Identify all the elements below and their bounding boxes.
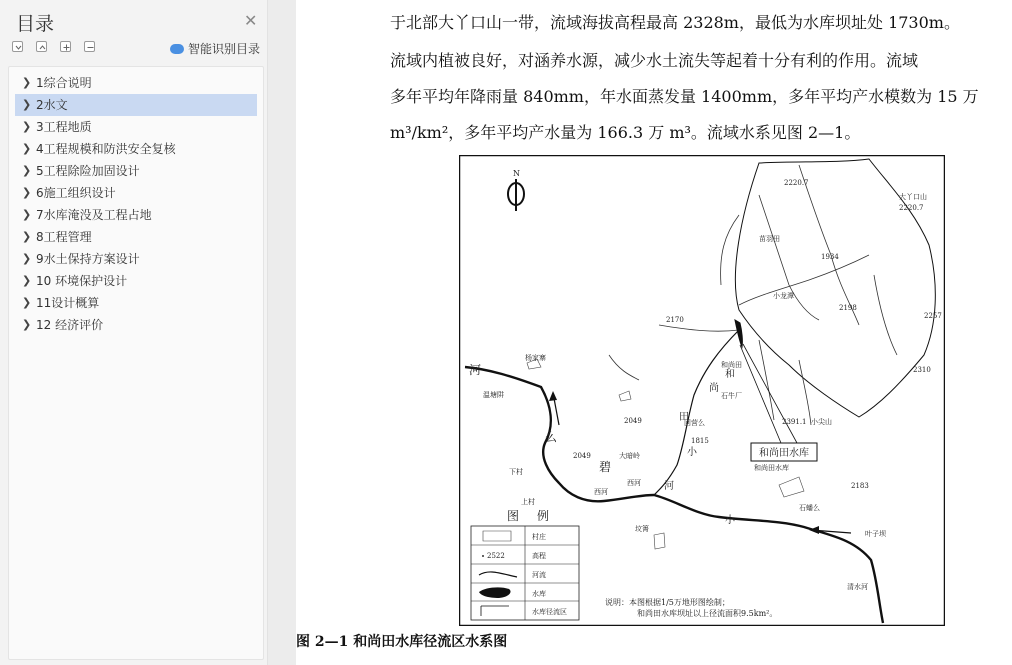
chevron-right-icon[interactable]: ❯ [22, 208, 32, 221]
map-label: 石蟠么 [799, 504, 820, 512]
map-label: 大暗岭 [619, 452, 640, 460]
legend-label: 水库 [532, 590, 546, 598]
legend-title-char: 例 [537, 509, 550, 523]
toc-item-9[interactable] [15, 248, 257, 270]
expand-up-icon[interactable] [36, 41, 47, 52]
map-label: 2183 [851, 482, 869, 490]
map-label: 2049 [573, 452, 591, 460]
map-label: 和 [725, 369, 735, 380]
add-icon[interactable] [60, 41, 71, 52]
paragraph-line: 于北部大丫口山一带，流域海拔高程最高 2328m，最低为水库坝址处 1730m。 [390, 13, 960, 32]
map-label: 杨家寨 [525, 354, 546, 362]
map-label: 2198 [839, 304, 857, 312]
chevron-right-icon[interactable]: ❯ [22, 318, 32, 331]
map-label: 西河 [627, 479, 641, 487]
toc-sidebar [0, 0, 268, 665]
map-label: 2170 [666, 316, 684, 324]
panel-divider[interactable] [268, 0, 296, 665]
toc-item-label: 8工程管理 [36, 230, 92, 244]
map-label: 1934 [821, 253, 839, 261]
chevron-right-icon[interactable]: ❯ [22, 230, 32, 243]
chevron-right-icon[interactable]: ❯ [22, 274, 32, 287]
map-label: 大丫口山 [899, 193, 927, 201]
map-label: 2257 [924, 312, 942, 320]
map-note: 说明：本图根据1/5万地形图绘制； [605, 598, 730, 607]
legend-elevation-sample: 2522 [487, 552, 505, 560]
toc-item-5[interactable] [15, 160, 257, 182]
village-symbol [483, 531, 511, 541]
chevron-right-icon[interactable]: ❯ [22, 296, 32, 309]
remove-icon[interactable] [84, 41, 95, 52]
toc-item-label: 3工程地质 [36, 120, 92, 134]
map-label: 田 [679, 412, 689, 423]
toc-list [8, 66, 264, 660]
map-label: 清水河 [847, 583, 868, 591]
map-label: 1815 [691, 437, 709, 445]
figure-caption: 图 2—1 和尚田水库径流区水系图 [296, 634, 508, 650]
map-label: 小尖山 [811, 418, 832, 426]
map-label: 和尚田水库 [754, 464, 789, 472]
smart-recognize-icon [170, 44, 184, 54]
map-label: 2391.1 [782, 418, 807, 426]
chevron-right-icon[interactable]: ❯ [22, 120, 32, 133]
smart-toc-button[interactable] [170, 40, 260, 57]
paragraph-line: 多年平均年降雨量 840mm，年水面蒸发量 1400mm，多年平均产水模数为 15 万 [390, 87, 979, 106]
toc-item-label: 12 经济评价 [36, 318, 104, 332]
map-label: 下村 [509, 468, 523, 476]
legend-label: 水库径流区 [532, 608, 567, 616]
map-label: 温塘阱 [483, 391, 504, 399]
map-label: 2220.7 [899, 204, 924, 212]
chevron-right-icon[interactable]: ❯ [22, 252, 32, 265]
toc-item-label: 7水库淹没及工程占地 [36, 208, 152, 222]
toc-item-label: 4工程规模和防洪安全复核 [36, 142, 176, 156]
legend-title-char: 图 [507, 509, 520, 523]
toc-title: 目录 [16, 13, 55, 35]
map-label: 小 [725, 515, 735, 526]
toc-item-3[interactable] [15, 116, 257, 138]
map-label: 石牛厂 [721, 392, 742, 400]
toc-item-label: 11设计概算 [36, 296, 100, 310]
map-label: 尚 [709, 383, 719, 394]
toc-item-label: 9水土保持方案设计 [36, 252, 140, 266]
toc-item-8[interactable] [15, 226, 257, 248]
map-label: 回营么 [684, 419, 705, 427]
map-label: 碧 [599, 460, 612, 474]
toc-item-7[interactable] [15, 204, 257, 226]
chevron-right-icon[interactable]: ❯ [22, 164, 32, 177]
document-page [296, 0, 1012, 665]
chevron-right-icon[interactable]: ❯ [22, 142, 32, 155]
paragraph-line: m³/km²，多年平均产水量为 166.3 万 m³。流域水系见图 2—1。 [390, 123, 861, 142]
chevron-right-icon[interactable]: ❯ [22, 98, 32, 111]
map-label: 2220.7 [784, 179, 809, 187]
map-label: 2310 [913, 366, 931, 374]
toc-item-12[interactable] [15, 314, 257, 336]
toc-item-4[interactable] [15, 138, 257, 160]
map-label: 河 [469, 363, 482, 377]
map-label: 小 [687, 447, 697, 458]
map-label: 和尚田 [721, 361, 742, 369]
toc-item-2[interactable] [15, 94, 257, 116]
toc-item-label: 5工程除险加固设计 [36, 164, 140, 178]
paragraph-line: 流域内植被良好，对涵养水源，减少水土流失等起着十分有利的作用。流域 [390, 51, 919, 70]
map-label: 小龙潭 [773, 292, 794, 300]
legend-label: 河流 [532, 571, 546, 579]
chevron-right-icon[interactable]: ❯ [22, 186, 32, 199]
toc-item-label: 6施工组织设计 [36, 186, 116, 200]
map-label: 上村 [521, 498, 535, 506]
collapse-all-icon[interactable] [12, 41, 23, 52]
toc-item-label: 1综合说明 [36, 76, 92, 90]
map-label: 西河 [594, 488, 608, 496]
map-label: 么 [545, 430, 558, 444]
map-label: 2049 [624, 417, 642, 425]
map-label: 苗羽田 [759, 235, 780, 243]
watershed-map [459, 155, 945, 626]
map-label: 河 [664, 481, 674, 492]
map-label: 坟箐 [635, 525, 649, 533]
map-note: 和尚田水库坝址以上径流面积9.5km²。 [637, 609, 778, 618]
toc-item-10[interactable] [15, 270, 257, 292]
legend-label: 村庄 [532, 533, 546, 541]
toc-item-6[interactable] [15, 182, 257, 204]
reservoir-label: 和尚田水库 [759, 448, 809, 459]
legend-label: 高程 [532, 552, 546, 560]
smart-toc-label: 智能识别目录 [188, 42, 261, 56]
close-icon[interactable]: ✕ [244, 11, 258, 30]
toc-item-11[interactable] [15, 292, 257, 314]
north-label: N [513, 169, 520, 178]
toc-item-1[interactable] [15, 72, 257, 94]
chevron-right-icon[interactable]: ❯ [22, 76, 32, 89]
map-label: 叶子坝 [865, 530, 886, 538]
toc-item-label: 10 环境保护设计 [36, 274, 128, 288]
toc-item-label: 2水文 [36, 98, 68, 112]
map-legend [471, 526, 579, 620]
